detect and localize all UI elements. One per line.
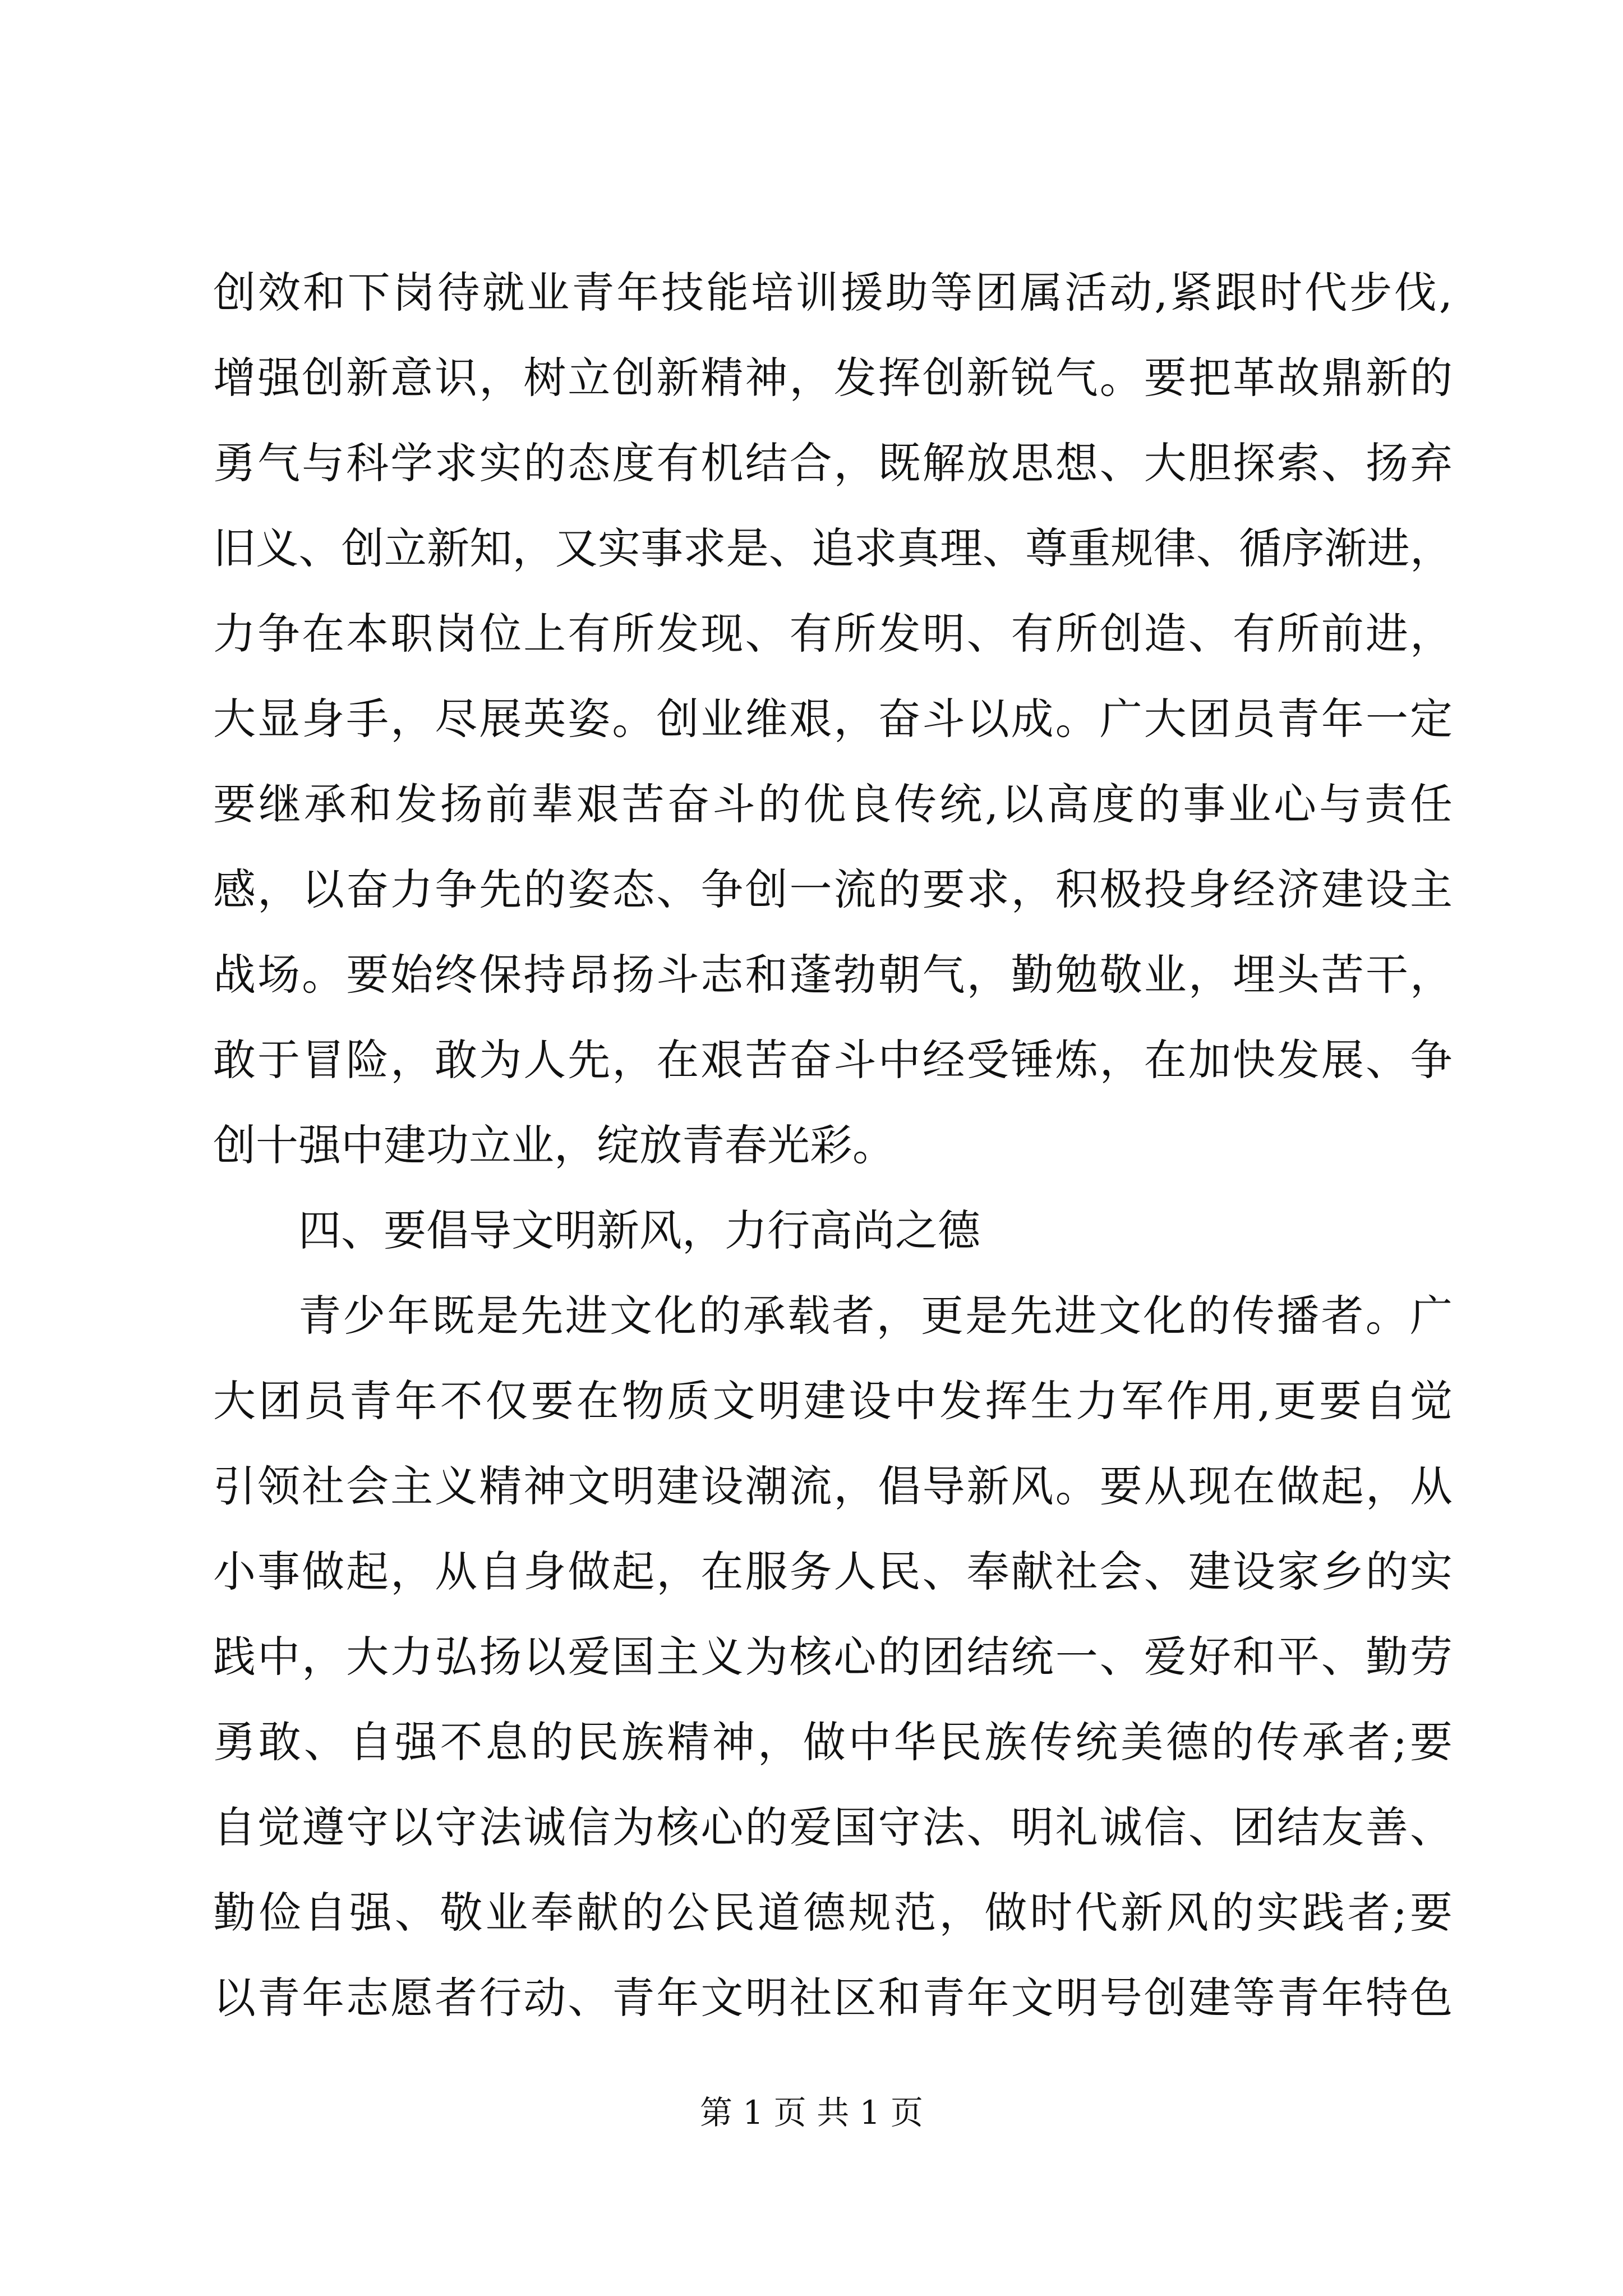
- paragraph-2-line-7: 自觉遵守以守法诚信为核心的爱国守法、明礼诚信、团结友善、: [213, 1802, 1453, 1852]
- paragraph-1-line-2: 增强创新意识，树立创新精神，发挥创新锐气。要把革故鼎新的: [213, 353, 1453, 403]
- paragraph-2-line-2: 大团员青年不仅要在物质文明建设中发挥生力军作用,更要自觉: [213, 1376, 1453, 1426]
- paragraph-2-line-6: 勇敢、自强不息的民族精神，做中华民族传统美德的传承者;要: [213, 1717, 1453, 1767]
- section-heading: 四、要倡导文明新风，力行高尚之德: [298, 1205, 980, 1255]
- paragraph-2-line-8: 勤俭自强、敬业奉献的公民道德规范，做时代新风的实践者;要: [213, 1888, 1453, 1938]
- paragraph-1-line-1: 创效和下岗待就业青年技能培训援助等团属活动,紧跟时代步伐,: [213, 268, 1453, 318]
- paragraph-2-line-3: 引领社会主义精神文明建设潮流，倡导新风。要从现在做起，从: [213, 1461, 1453, 1511]
- paragraph-1-line-9: 战场。要始终保持昂扬斗志和蓬勃朝气，勤勉敬业，埋头苦干，: [213, 950, 1453, 1000]
- paragraph-2-line-5: 践中，大力弘扬以爱国主义为核心的团结统一、爱好和平、勤劳: [213, 1632, 1453, 1682]
- paragraph-1-line-7: 要继承和发扬前辈艰苦奋斗的优良传统,以高度的事业心与责任: [213, 779, 1453, 829]
- paragraph-1-line-10: 敢于冒险，敢为人先，在艰苦奋斗中经受锤炼，在加快发展、争: [213, 1035, 1453, 1085]
- page-footer: 第 1 页 共 1 页: [700, 2093, 923, 2132]
- paragraph-1-line-3: 勇气与科学求实的态度有机结合，既解放思想、大胆探索、扬弃: [213, 438, 1453, 488]
- paragraph-1-line-4: 旧义、创立新知，又实事求是、追求真理、尊重规律、循序渐进，: [213, 523, 1453, 573]
- paragraph-1-line-5: 力争在本职岗位上有所发现、有所发明、有所创造、有所前进，: [213, 609, 1453, 659]
- paragraph-1-line-11: 创十强中建功立业，绽放青春光彩。: [213, 1120, 895, 1170]
- paragraph-2-line-4: 小事做起，从自身做起，在服务人民、奉献社会、建设家乡的实: [213, 1547, 1453, 1596]
- paragraph-2-line-1: 青少年既是先进文化的承载者，更是先进文化的传播者。广: [298, 1291, 1453, 1341]
- paragraph-1-line-6: 大显身手，尽展英姿。创业维艰，奋斗以成。广大团员青年一定: [213, 694, 1453, 744]
- paragraph-1-line-8: 感，以奋力争先的姿态、争创一流的要求，积极投身经济建设主: [213, 864, 1453, 914]
- paragraph-2-line-9: 以青年志愿者行动、青年文明社区和青年文明号创建等青年特色: [213, 1973, 1453, 2023]
